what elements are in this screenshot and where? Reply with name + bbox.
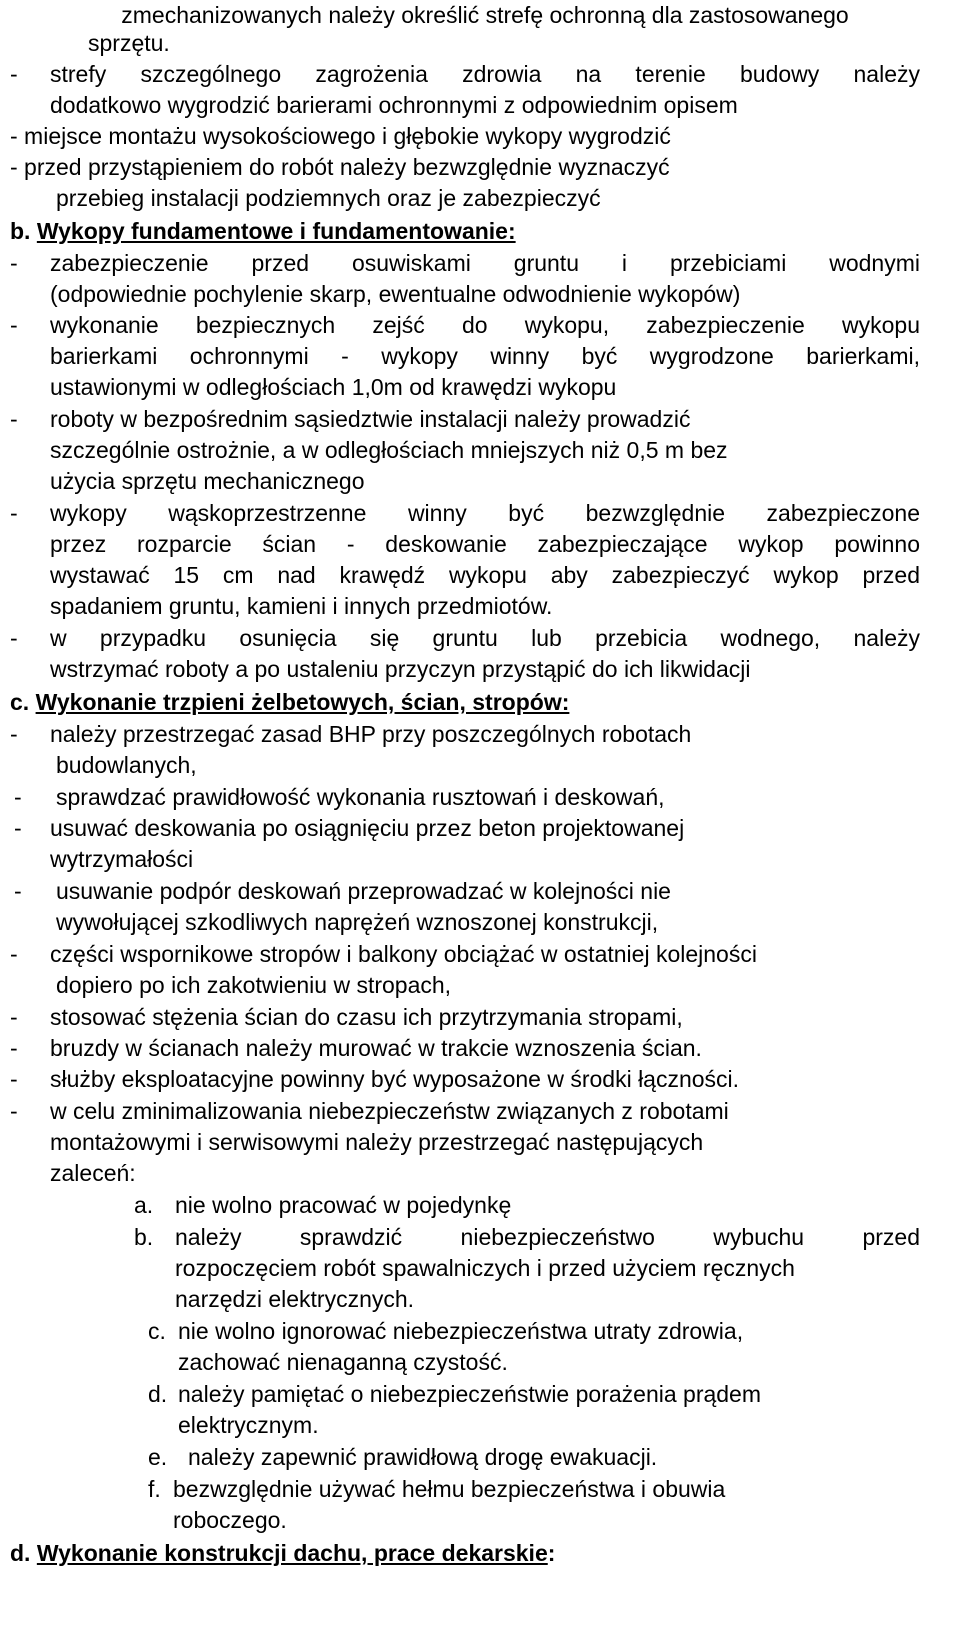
sub-item-e: należy zapewnić prawidłową drogę ewakuacji. bbox=[188, 1444, 658, 1470]
sub-item-b-line-1: należy sprawdzić niebezpieczeństwo wybuchu przed bbox=[175, 1224, 920, 1250]
section-b-bullet-5-line-1: w przypadku osunięcia się gruntu lub przebicia wodnego, należy bbox=[50, 625, 920, 651]
sub-marker-d: d. bbox=[148, 1381, 168, 1407]
section-d-title: Wykonanie konstrukcji dachu, prace dekarskie bbox=[36, 1540, 548, 1566]
section-b-bullet-4-line-1: wykopy wąskoprzestrzenne winny być bezwzględnie zabezpieczone bbox=[50, 500, 920, 526]
section-b-bullet-3-line-1: roboty w bezpośrednim sąsiedztwie instalacji należy prowadzić bbox=[50, 406, 691, 432]
section-b-bullet-2-line-1: wykonanie bezpiecznych zejść do wykopu, zabezpieczenie wykopu bbox=[50, 312, 920, 338]
sub-marker-a: a. bbox=[134, 1192, 154, 1218]
section-d-colon: : bbox=[547, 1540, 556, 1566]
bullet-dash: - bbox=[10, 1004, 18, 1030]
intro-line-1: zmechanizowanych należy określić strefę ochronną dla zastosowanego bbox=[121, 2, 849, 28]
bullet-dash: - bbox=[10, 250, 18, 276]
section-c-bullet-7: bruzdy w ścianach należy murować w trakcie wznoszenia ścian. bbox=[50, 1035, 702, 1061]
bullet-dash: - bbox=[10, 1066, 18, 1092]
section-b-bullet-4-line-3: wystawać 15 cm nad krawędź wykopu aby zabezpieczyć wykop przed bbox=[50, 562, 920, 588]
section-c-bullet-3-line-1: usuwać deskowania po osiągnięciu przez beton projektowanej bbox=[50, 815, 685, 841]
section-c-bullet-1-line-1: należy przestrzegać zasad BHP przy poszczególnych robotach bbox=[50, 721, 692, 747]
section-c-bullet-4-line-1: usuwanie podpór deskowań przeprowadzać w kolejności nie bbox=[56, 878, 671, 904]
sub-item-b-line-3: narzędzi elektrycznych. bbox=[175, 1286, 415, 1312]
bullet-dash: - bbox=[10, 1035, 18, 1061]
bullet-dash: - bbox=[10, 1098, 18, 1124]
section-b-bullet-1-line-1: zabezpieczenie przed osuwiskami gruntu i przebiciami wodnymi bbox=[50, 250, 920, 276]
sub-item-d-line-2: elektrycznym. bbox=[178, 1412, 319, 1438]
bullet-dash: - bbox=[14, 784, 22, 810]
intro-bullet-2: - miejsce montażu wysokościowego i głębokie wykopy wygrodzić bbox=[10, 123, 671, 149]
sub-marker-c: c. bbox=[148, 1318, 166, 1344]
bullet-dash: - bbox=[14, 815, 22, 841]
bullet-dash: - bbox=[10, 941, 18, 967]
section-b-bullet-1-line-2: (odpowiednie pochylenie skarp, ewentualne odwodnienie wykopów) bbox=[50, 281, 741, 307]
section-c-bullet-6: stosować stężenia ścian do czasu ich przytrzymania stropami, bbox=[50, 1004, 683, 1030]
section-b-bullet-5-line-2: wstrzymać roboty a po ustaleniu przyczyn przystąpić do ich likwidacji bbox=[50, 656, 751, 682]
section-c-bullet-3-line-2: wytrzymałości bbox=[50, 846, 194, 872]
section-b-bullet-4-line-4: spadaniem gruntu, kamieni i innych przedmiotów. bbox=[50, 593, 553, 619]
section-c-bullet-5-line-2: dopiero po ich zakotwieniu w stropach, bbox=[56, 972, 452, 998]
bullet-dash: - bbox=[10, 500, 18, 526]
section-b-bullet-2-line-3: ustawionymi w odległościach 1,0m od krawędzi wykopu bbox=[50, 374, 617, 400]
intro-bullet-1-line-2: dodatkowo wygrodzić barierami ochronnymi z odpowiednim opisem bbox=[50, 92, 738, 118]
section-b-bullet-3-line-3: użycia sprzętu mechanicznego bbox=[50, 468, 365, 494]
section-c-title: Wykonanie trzpieni żelbetowych, ścian, stropów: bbox=[35, 689, 570, 715]
sub-marker-f: f. bbox=[148, 1476, 161, 1502]
intro-line-2: sprzętu. bbox=[88, 30, 170, 56]
section-d-letter: d. bbox=[10, 1540, 31, 1566]
bullet-dash: - bbox=[10, 406, 18, 432]
section-d-heading bbox=[10, 1538, 555, 1568]
section-b-title: Wykopy fundamentowe i fundamentowanie: bbox=[36, 218, 516, 244]
sub-marker-e: e. bbox=[148, 1444, 168, 1470]
section-c-bullet-4-line-2: wywołującej szkodliwych naprężeń wznoszonej konstrukcji, bbox=[56, 909, 659, 935]
section-c-heading bbox=[10, 687, 569, 717]
section-c-letter: c. bbox=[10, 689, 30, 715]
section-c-bullet-5-line-1: części wspornikowe stropów i balkony obciążać w ostatniej kolejności bbox=[50, 941, 757, 967]
sub-item-c-line-2: zachować nienaganną czystość. bbox=[178, 1349, 508, 1375]
section-c-bullet-9-line-1: w celu zminimalizowania niebezpieczeństw związanych z robotami bbox=[50, 1098, 729, 1124]
section-c-bullet-2: sprawdzać prawidłowość wykonania rusztowań i deskowań, bbox=[56, 784, 665, 810]
section-c-bullet-9-line-2: montażowymi i serwisowymi należy przestrzegać następujących bbox=[50, 1129, 704, 1155]
bullet-dash: - bbox=[10, 721, 18, 747]
section-b-heading bbox=[10, 216, 516, 246]
sub-item-d-line-1: należy pamiętać o niebezpieczeństwie porażenia prądem bbox=[178, 1381, 762, 1407]
intro-bullet-3-line-1: - przed przystąpieniem do robót należy bezwzględnie wyznaczyć bbox=[10, 154, 670, 180]
sub-item-f-line-2: roboczego. bbox=[173, 1507, 287, 1533]
intro-bullet-3-line-2: przebieg instalacji podziemnych oraz je zabezpieczyć bbox=[56, 185, 601, 211]
sub-item-f-line-1: bezwzględnie używać hełmu bezpieczeństwa i obuwia bbox=[173, 1476, 726, 1502]
bullet-dash: - bbox=[10, 61, 18, 87]
sub-item-a: nie wolno pracować w pojedynkę bbox=[175, 1192, 512, 1218]
bullet-dash: - bbox=[10, 312, 18, 338]
section-b-letter: b. bbox=[10, 218, 31, 244]
intro-bullet-1-line-1: strefy szczególnego zagrożenia zdrowia na terenie budowy należy bbox=[50, 61, 920, 87]
section-c-bullet-1-line-2: budowlanych, bbox=[56, 752, 197, 778]
sub-item-c-line-1: nie wolno ignorować niebezpieczeństwa utraty zdrowia, bbox=[178, 1318, 744, 1344]
section-c-bullet-8: służby eksploatacyjne powinny być wyposażone w środki łączności. bbox=[50, 1066, 740, 1092]
bullet-dash: - bbox=[14, 878, 22, 904]
section-b-bullet-4-line-2: przez rozparcie ścian - deskowanie zabezpieczające wykop powinno bbox=[50, 531, 920, 557]
section-b-bullet-2-line-2: barierkami ochronnymi - wykopy winny być wygrodzone barierkami, bbox=[50, 343, 920, 369]
bullet-dash: - bbox=[10, 625, 18, 651]
section-b-bullet-3-line-2: szczególnie ostrożnie, a w odległościach mniejszych niż 0,5 m bez bbox=[50, 437, 728, 463]
sub-marker-b: b. bbox=[134, 1224, 154, 1250]
sub-item-b-line-2: rozpoczęciem robót spawalniczych i przed użyciem ręcznych bbox=[175, 1255, 795, 1281]
section-c-bullet-9-line-3: zaleceń: bbox=[50, 1160, 136, 1186]
